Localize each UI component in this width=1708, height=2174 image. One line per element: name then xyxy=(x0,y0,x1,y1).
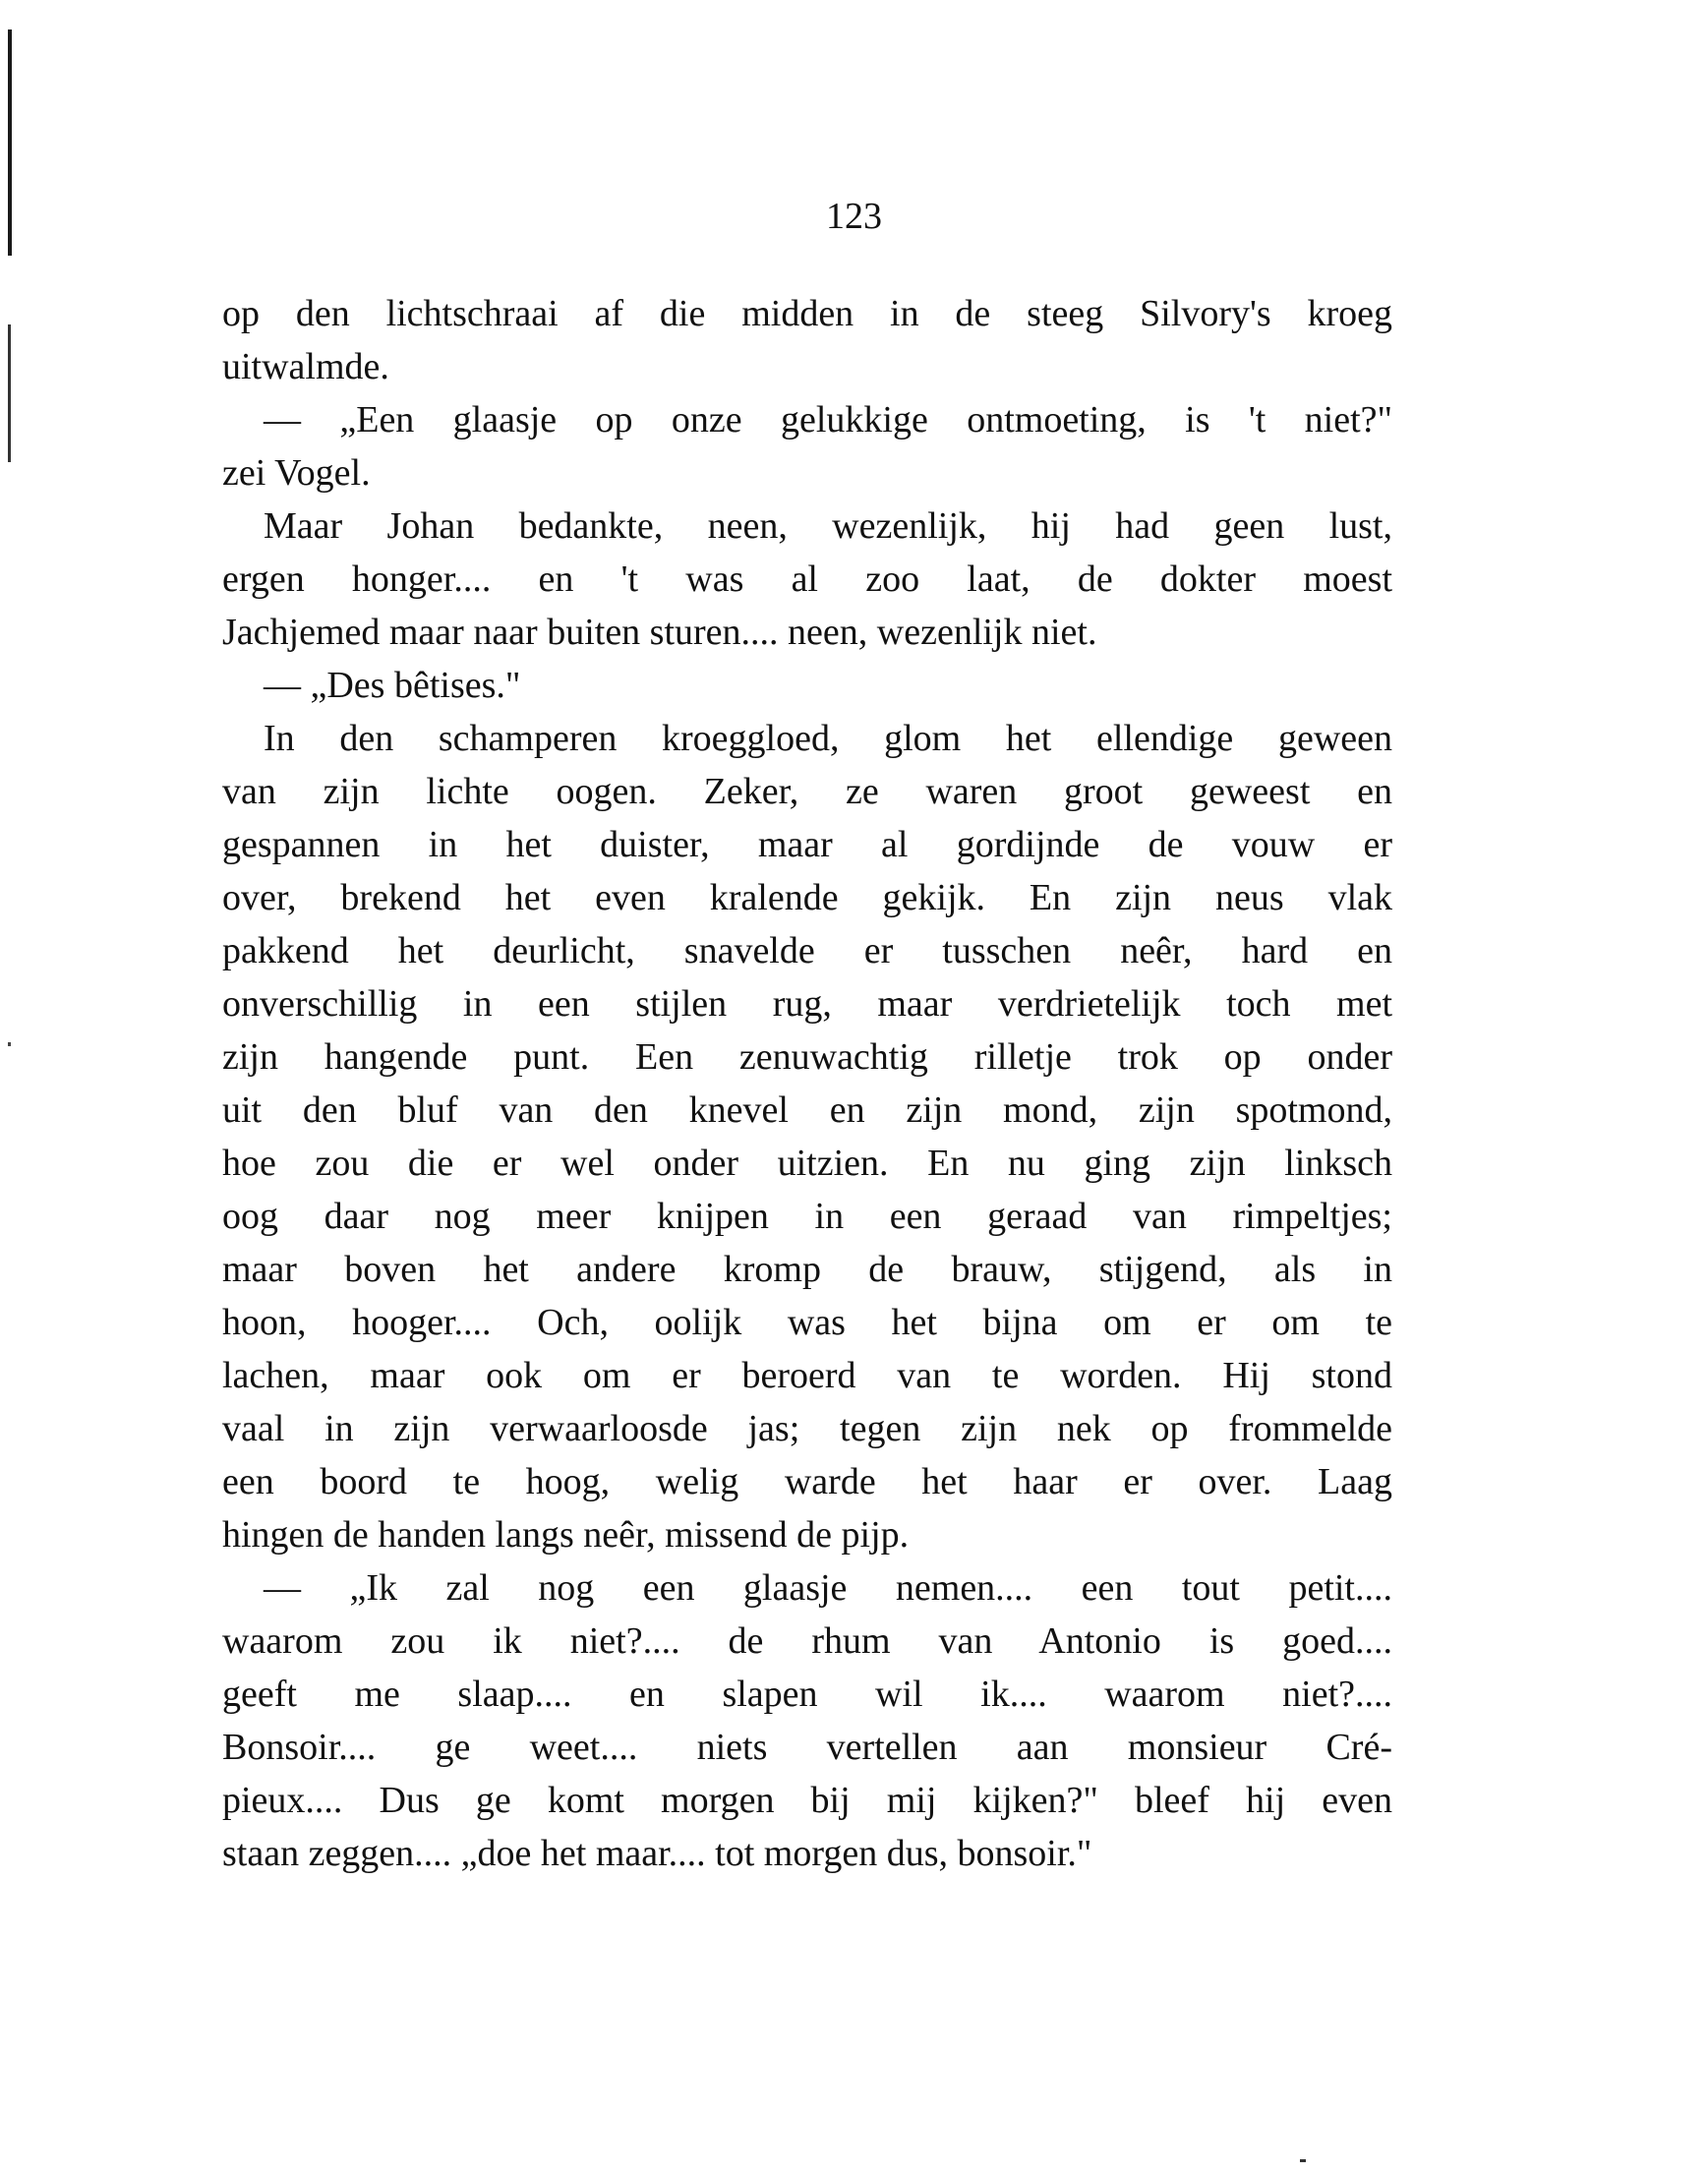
text-line: ergen honger.... en 't was al zoo laat, de dokter moest xyxy=(222,558,1392,600)
text-line: waarom zou ik niet?.... de rhum van Antonio is goed.... xyxy=(222,1620,1392,1662)
text-line: Maar Johan bedankte, neen, wezenlijk, hij had geen lust, xyxy=(264,505,1392,547)
body-text xyxy=(222,287,1392,1880)
text-line: Bonsoir.... ge weet.... niets vertellen aan monsieur Cré- xyxy=(222,1727,1392,1768)
text-line: hoe zou die er wel onder uitzien. En nu ging zijn linksch xyxy=(222,1143,1392,1184)
text-line: In den schamperen kroeggloed, glom het ellendige geween xyxy=(264,718,1392,759)
text-line: staan zeggen.... „doe het maar.... tot morgen dus, bonsoir." xyxy=(222,1833,1092,1874)
text-line: uit den bluf van den knevel en zijn mond, zijn spotmond, xyxy=(222,1089,1392,1131)
text-line: — „Een glaasje op onze gelukkige ontmoeting, is 't niet?" xyxy=(264,399,1392,441)
text-line: van zijn lichte oogen. Zeker, ze waren groot geweest en xyxy=(222,771,1392,812)
text-line: — „Des bêtises." xyxy=(264,665,521,706)
text-line: zei Vogel. xyxy=(222,452,371,494)
page-number: 123 xyxy=(826,196,882,237)
text-line: een boord te hoog, welig warde het haar er over. Laag xyxy=(222,1461,1392,1502)
text-line: hoon, hooger.... Och, oolijk was het bijna om er om te xyxy=(222,1302,1392,1343)
text-line: uitwalmde. xyxy=(222,346,389,387)
scan-speck xyxy=(1300,2159,1306,2162)
text-line: gespannen in het duister, maar al gordijnde de vouw er xyxy=(222,824,1392,865)
text-line: lachen, maar ook om er beroerd van te worden. Hij stond xyxy=(222,1355,1392,1396)
text-line: over, brekend het even kralende gekijk. En zijn neus vlak xyxy=(222,877,1392,918)
text-line: pieux.... Dus ge komt morgen bij mij kijken?" bleef hij even xyxy=(222,1780,1392,1821)
text-line: geeft me slaap.... en slapen wil ik.... waarom niet?.... xyxy=(222,1674,1392,1715)
text-line: vaal in zijn verwaarloosde jas; tegen zijn nek op frommelde xyxy=(222,1408,1392,1449)
text-line: Jachjemed maar naar buiten sturen.... neen, wezenlijk niet. xyxy=(222,612,1097,653)
text-line: — „Ik zal nog een glaasje nemen.... een tout petit.... xyxy=(264,1567,1392,1609)
binding-edge-speck xyxy=(8,1042,11,1046)
text-line: pakkend het deurlicht, snavelde er tusschen neêr, hard en xyxy=(222,930,1392,971)
text-line: maar boven het andere kromp de brauw, stijgend, als in xyxy=(222,1249,1392,1290)
text-line: onverschillig in een stijlen rug, maar verdrietelijk toch met xyxy=(222,983,1392,1025)
text-line: zijn hangende punt. Een zenuwachtig rilletje trok op onder xyxy=(222,1036,1392,1078)
binding-edge-mark-lower xyxy=(8,324,11,462)
text-line: op den lichtschraai af die midden in de steeg Silvory's kroeg xyxy=(222,293,1392,334)
text-line: hingen de handen langs neêr, missend de pijp. xyxy=(222,1514,910,1556)
text-line: oog daar nog meer knijpen in een geraad van rimpeltjes; xyxy=(222,1196,1392,1237)
